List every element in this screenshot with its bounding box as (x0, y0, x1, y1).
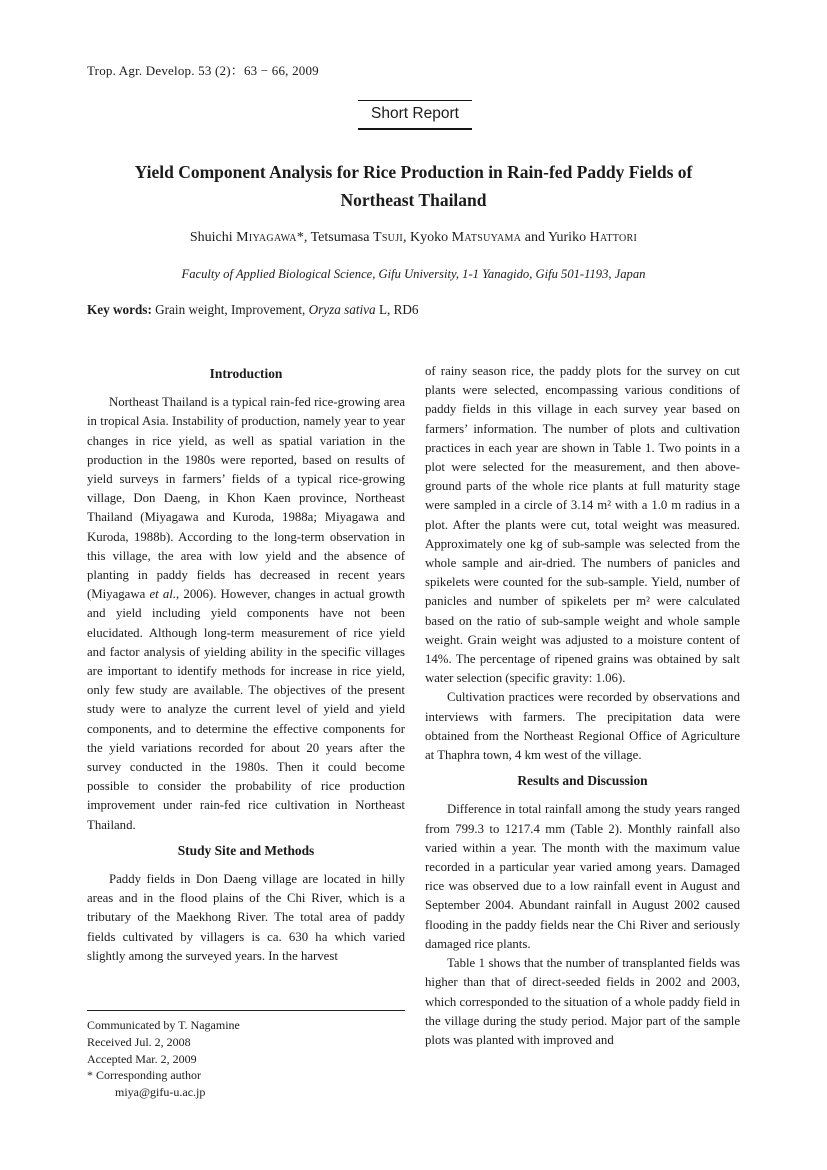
affiliation: Faculty of Applied Biological Science, Gifu University, 1-1 Yanagido, Gifu 501-1193, Japan (181, 267, 646, 281)
author-given: and Yuriko (521, 230, 590, 245)
keywords-label: Key words: (87, 302, 152, 317)
author-surname: Tsuji (372, 230, 404, 245)
report-type-badge: Short Report (358, 100, 472, 130)
footnote-communicated-by: Communicated by T. Nagamine (87, 1018, 240, 1032)
author-surname: Miyagawa (236, 230, 297, 245)
section-heading-methods: Study Site and Methods (177, 842, 315, 858)
keywords-text: Grain weight, Improvement, (151, 302, 309, 317)
journal-citation: Trop. Agr. Develop. 53 (2)：63 − 66, 2009 (87, 63, 319, 78)
keywords-line (87, 302, 740, 318)
section-heading-results: Results and Discussion (517, 773, 648, 789)
paper-title-line1: Yield Component Analysis for Rice Production in Rain-fed Paddy Fields of (134, 162, 693, 182)
results-paragraph-2: Table 1 shows that the number of transplanted fields was higher than that of direct-seeded fields in 2002 and 2003, which corresponded to the situation of a whole paddy field in the village during the study period. Major part of the sample plots was planted with improved and (425, 956, 740, 1047)
methods-paragraph: Paddy fields in Don Daeng village are located in hilly areas and in the flood plains of the Chi River, which is a tributary of the Maekhong River. The total area of paddy fields cultivated by villagers is ca. 630 ha which varied slightly among the surveyed years. In the harvest (87, 872, 405, 963)
keywords-species-name: Oryza sativa (308, 302, 376, 317)
methods-paragraph-2: Cultivation practices were recorded by observations and interviews with farmers. The precipitation data were obtained from the Northeast Regional Office of Agriculture at Thaphra town, 4 km west of the village. (425, 690, 740, 763)
introduction-text: , 2006). However, changes in actual growth and yield including yield components have not been elucidated. Although long-term measurement of rice yield and factor analysis of yielding ability in the specific villages are important to identify methods for increase in rice yield, only few study are available. The objectives of the present study were to analyze the current level of yield and yield components, and to determine the effective components for the yield variations recorded for about 20 years after the survey conducted in the 1980s. Then it could become possible to consider the probability of rice production improvement under rain-fed rice cultivation in Northeast Thailand. (87, 587, 405, 832)
author-given: *, Tetsumasa (296, 230, 373, 245)
left-column (87, 362, 405, 1008)
footnote-received-date: Received Jul. 2, 2008 (87, 1034, 191, 1049)
author-surname: Matsuyama (451, 230, 522, 245)
footnote-accepted-date: Accepted Mar. 2, 2009 (87, 1051, 197, 1066)
results-paragraph-1: Difference in total rainfall among the study years ranged from 799.3 to 1217.4 mm (Table 2). Monthly rainfall also varied within a year. The month with the maximum value recorded in a particular year varied among years. Damaged rice was observed due to a low rainfall event in August and September 2004. Abundant rainfall in August 2002 caused flooding in the paddy fields near the Chi River and seriously damaged rice plants. (425, 802, 740, 951)
introduction-text: Northeast Thailand is a typical rain-fed rice-growing area in tropical Asia. Instability of production, namely year to year changes in rice yield, as well as spatial variation in the production in the 1980s were reported, based on results of yield surveys in farmers’ fields of a typical rice-growing village, Don Daeng, in Khon Kaen province, Northeast Thailand (Miyagawa and Kuroda, 1988a; Miyagawa and Kuroda, 1988b). According to the long-term observation in this village, the area with low yield and the absence of planting in paddy fields has decreased in recent years (Miyagawa (87, 395, 405, 602)
footnote-block (87, 1010, 405, 1101)
paper-title-line2: Northeast Thailand (340, 190, 487, 210)
corresponding-email: miya@gifu-u.ac.jp (115, 1085, 206, 1100)
introduction-paragraph (87, 393, 405, 835)
author-list (0, 230, 827, 246)
author-given: Shuichi (189, 230, 237, 245)
footnote-corresponding-author: * Corresponding author (87, 1068, 201, 1083)
author-given: , Kyoko (403, 230, 452, 245)
keywords-text: L, RD6 (375, 302, 419, 317)
author-surname: Hattori (589, 230, 638, 245)
et-al-citation: et al. (149, 587, 177, 602)
paper-title (0, 158, 827, 214)
section-heading-introduction: Introduction (209, 366, 283, 381)
right-column (425, 362, 740, 1170)
methods-paragraph-continued: of rainy season rice, the paddy plots for the survey on cut plants were selected, encompassing various conditions of paddy fields in this village in each survey year based on farmers’ information. The number of plots and cultivation practices in each year are shown in Table 1. Two points in a plot were selected for the measurement, and then above-ground parts of the whole rice plants at full maturity stage were sampled in a circle of 3.14 m² with a 1.0 m radius in a plot. After the plants were cut, total weight was measured. Approximately one kg of sub-sample was selected from the whole sample and air-dried. The numbers of panicles and spikelets were counted for the sub-sample. Yield, number of panicles and number of spikelets per m² were calculated based on the ratio of sub-sample weight and whole sample weight. Grain weight was adjusted to a moisture content of 14%. The percentage of ripened grains was obtained by salt water selection (specific gravity: 1.06). (425, 364, 740, 686)
